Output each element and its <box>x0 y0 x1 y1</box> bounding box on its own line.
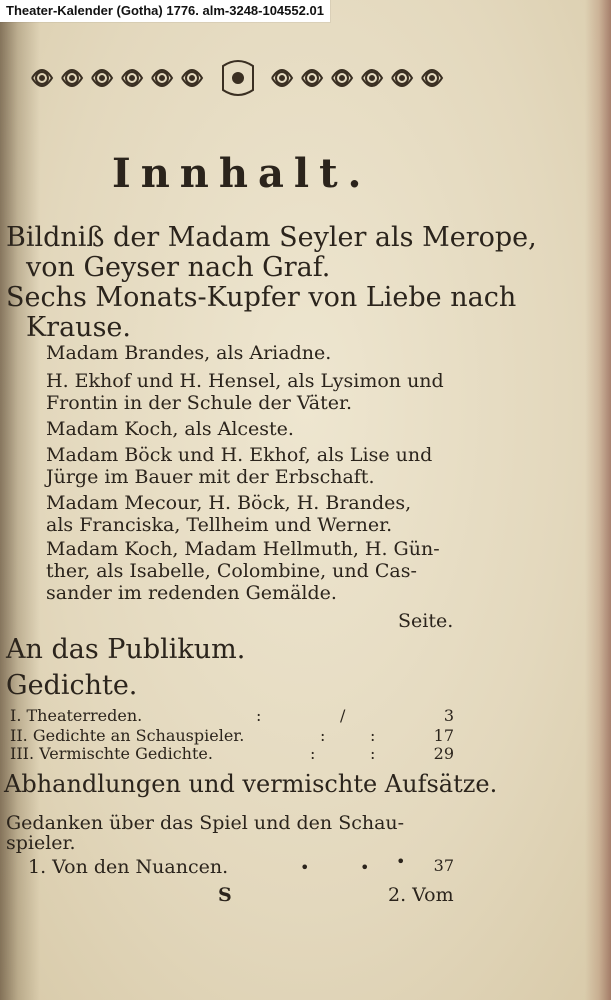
window-title: Theater-Kalender (Gotha) 1776. alm-3248-104552.01 <box>0 0 330 22</box>
toc-item-2-dot2: : <box>370 726 376 745</box>
toc-item-2-dot1: : <box>320 726 326 745</box>
entry-gedanken-line2: spieler. <box>6 832 76 854</box>
toc-nuancen-page: 37 <box>433 856 454 875</box>
toc-item-3-label: III. Vermischte Gedichte. <box>10 744 213 763</box>
plate-1: Madam Brandes, als Ariadne. <box>46 342 332 364</box>
toc-nuancen-dot3: • <box>396 852 406 871</box>
plate-5-line1: Madam Mecour, H. Böck, H. Brandes, <box>46 492 412 514</box>
toc-item-2-page: 17 <box>433 726 454 745</box>
toc-item-1-page: 3 <box>443 706 454 725</box>
plate-3: Madam Koch, als Alceste. <box>46 418 294 440</box>
entry-publikum: An das Publikum. <box>6 634 246 665</box>
toc-item-3-page: 29 <box>433 744 454 763</box>
plate-6-line3: sander im redenden Gemälde. <box>46 582 337 604</box>
seite-label: Seite. <box>398 610 454 632</box>
signature-mark: S <box>218 884 232 906</box>
entry-gedichte: Gedichte. <box>6 670 138 701</box>
plate-5-line2: als Franciska, Tellheim und Werner. <box>46 514 393 536</box>
toc-nuancen-label: 1. Von den Nuancen. <box>28 856 229 878</box>
plate-4-line1: Madam Böck und H. Ekhof, als Lise und <box>46 444 433 466</box>
toc-nuancen-dot2: • <box>360 858 370 877</box>
toc-nuancen-dot1: • <box>300 858 310 877</box>
entry-bildniss-line2: von Geyser nach Graf. <box>26 252 331 283</box>
entry-abhandlungen: Abhandlungen und vermischte Aufsätze. <box>4 770 498 798</box>
toc-item-2-label: II. Gedichte an Schauspieler. <box>10 726 245 745</box>
plate-2-line2: Frontin in der Schule der Väter. <box>46 392 353 414</box>
plate-6-line2: ther, als Isabelle, Colombine, und Cas- <box>46 560 417 582</box>
toc-item-1-label: I. Theaterreden. <box>10 706 143 725</box>
toc-item-3-dot1: : <box>310 744 316 763</box>
toc-item-3-dot2: : <box>370 744 376 763</box>
entry-sechs-line1: Sechs Monats-Kupfer von Liebe nach <box>6 282 517 313</box>
entry-gedanken-line1: Gedanken über das Spiel und den Schau- <box>6 812 405 834</box>
toc-item-1-dot2: / <box>340 706 346 725</box>
plate-2-line1: H. Ekhof und H. Hensel, als Lysimon und <box>46 370 444 392</box>
entry-bildniss-line1: Bildniß der Madam Seyler als Merope, <box>6 222 537 253</box>
plate-6-line1: Madam Koch, Madam Hellmuth, H. Gün- <box>46 538 440 560</box>
page-title: Innhalt. <box>112 150 372 197</box>
catchword: 2. Vom <box>388 884 454 906</box>
entry-sechs-line2: Krause. <box>26 312 131 343</box>
plate-4-line2: Jürge im Bauer mit der Erbschaft. <box>46 466 375 488</box>
toc-item-1-dot1: : <box>256 706 262 725</box>
ornament-band-icon <box>28 58 458 98</box>
